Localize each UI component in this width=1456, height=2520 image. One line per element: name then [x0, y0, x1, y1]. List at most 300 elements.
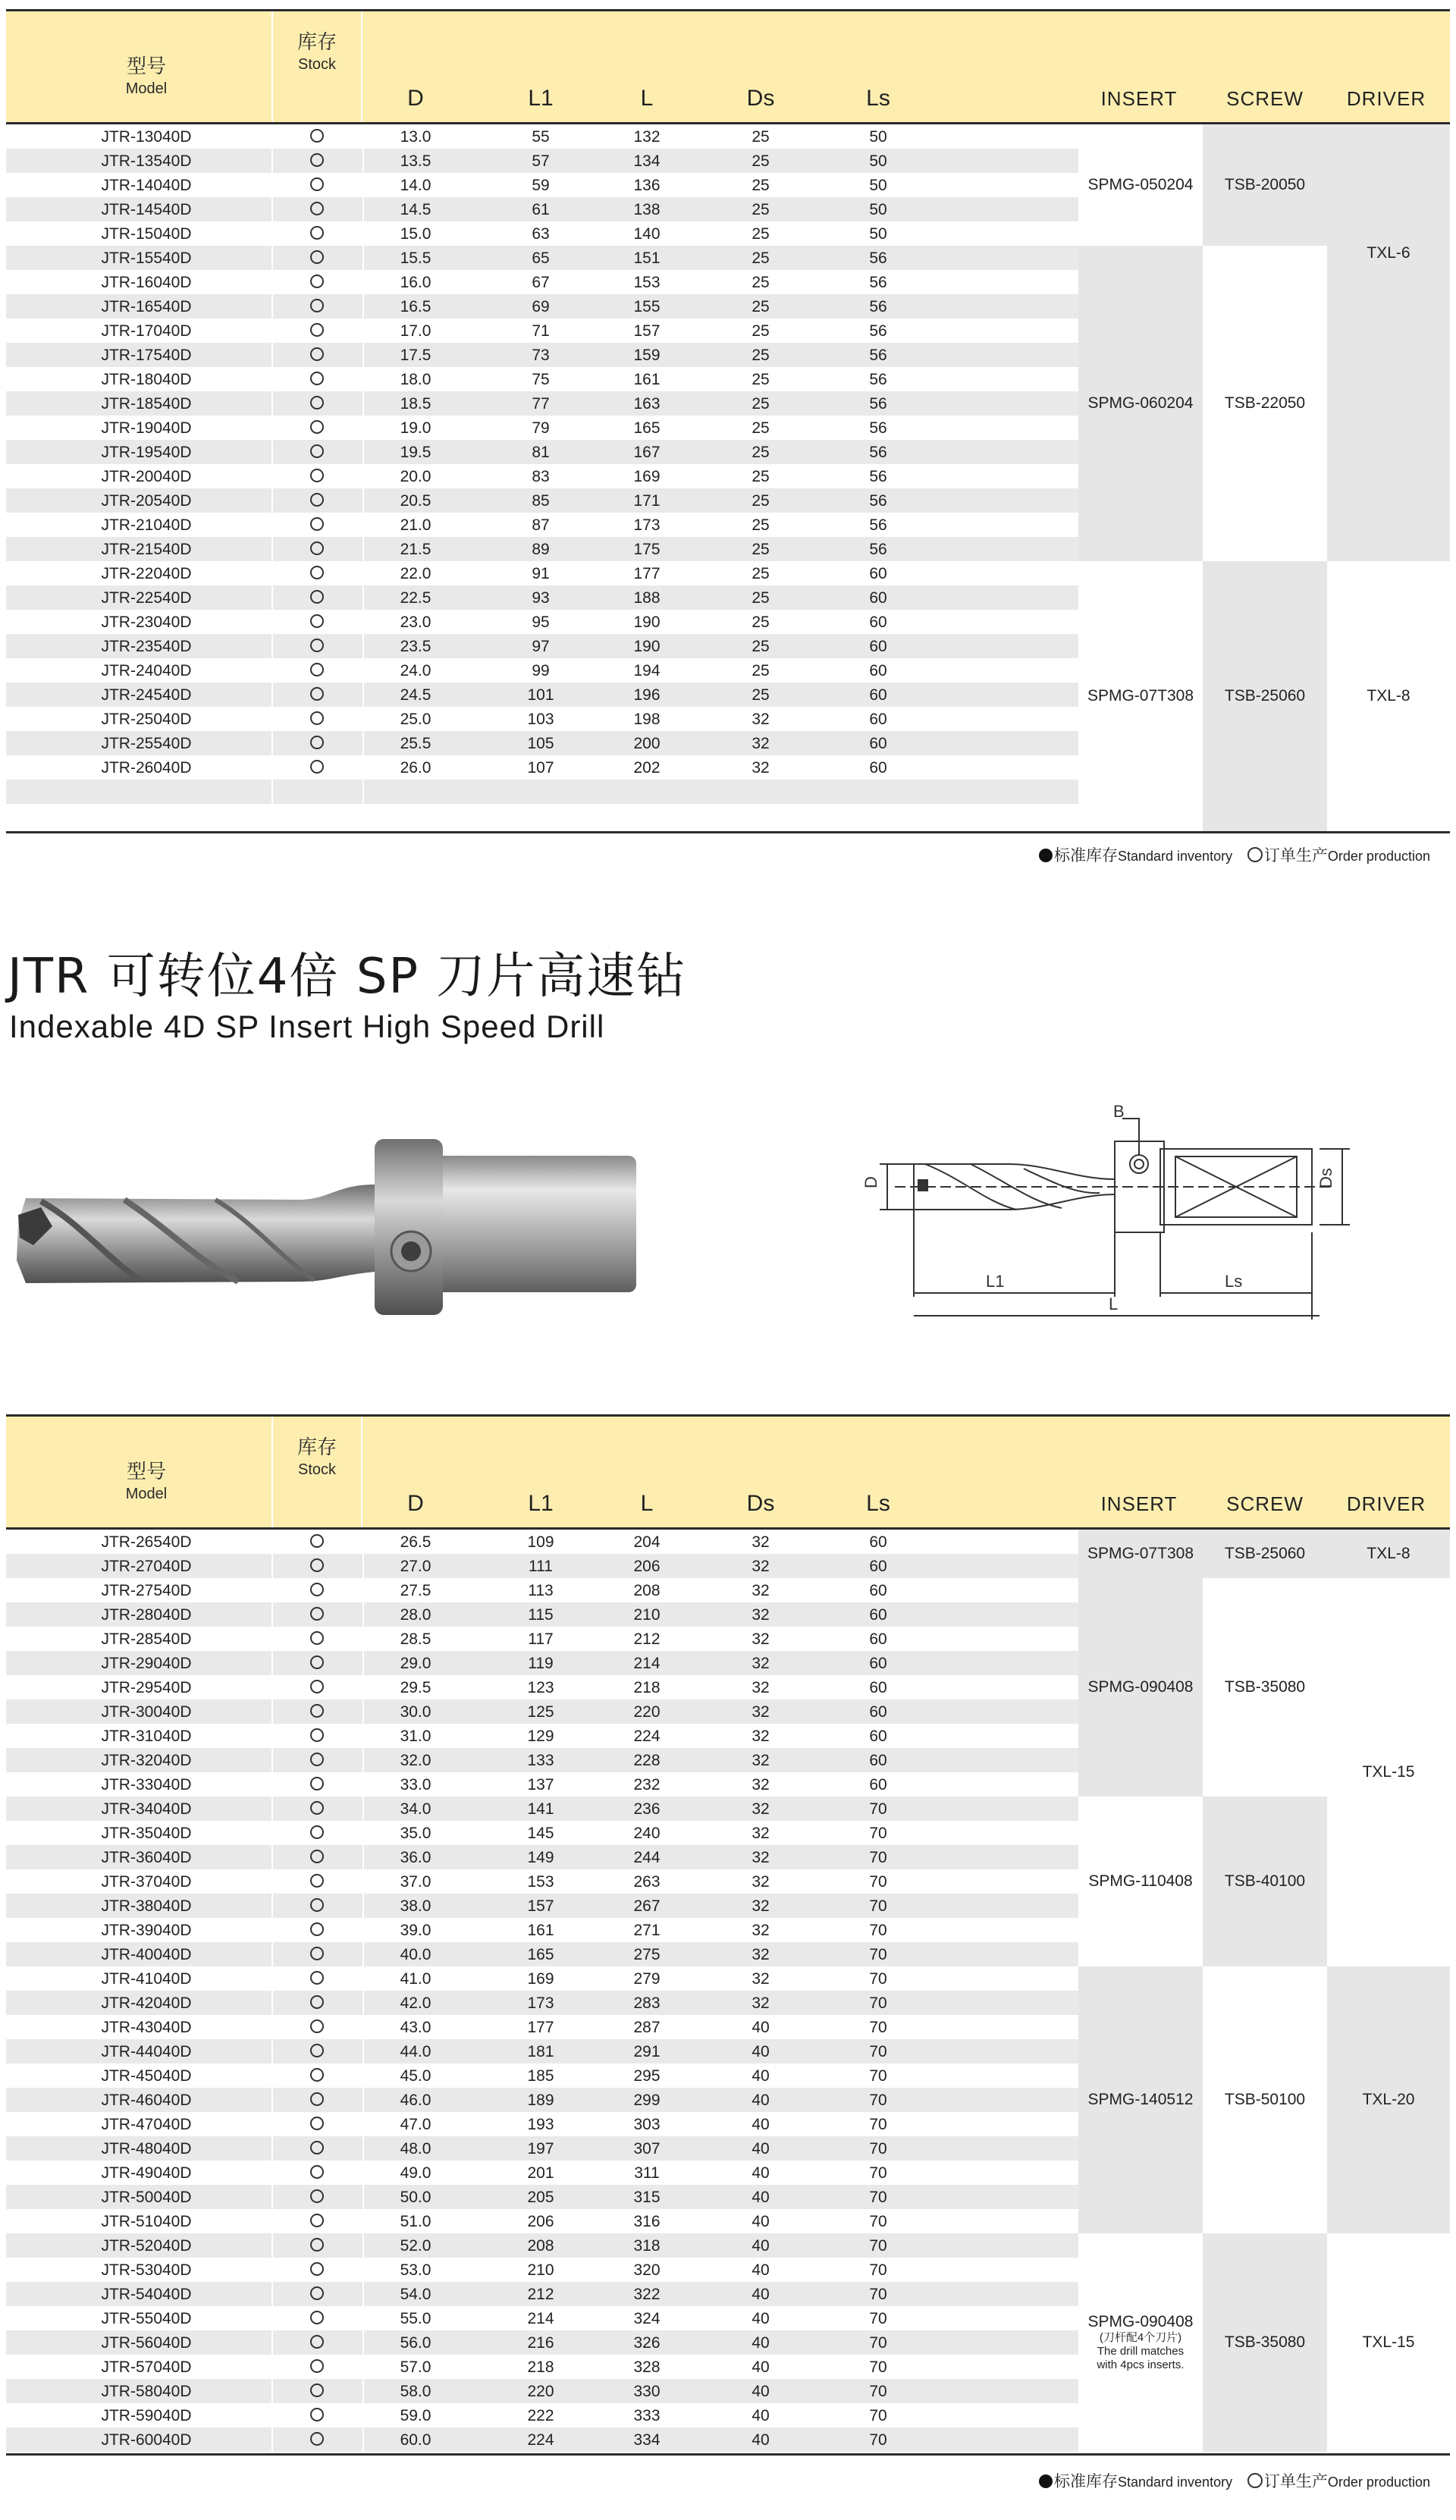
- cell-l: 220: [633, 1703, 661, 1721]
- table-row: [6, 1869, 1078, 1894]
- table-row: [6, 2112, 1078, 2136]
- cell-l1: 95: [532, 614, 550, 631]
- cell-ds: 32: [752, 1703, 770, 1721]
- cell-l: 299: [633, 2092, 661, 2109]
- stock-legend-1: [1039, 843, 1430, 866]
- cell-stock: [271, 1845, 362, 1869]
- stock-header-zh: 库存: [297, 31, 337, 54]
- cell-l1: 161: [527, 1922, 554, 1939]
- cell-l: 134: [633, 152, 661, 170]
- cell-model: JTR-50040D: [101, 2189, 192, 2206]
- order-production-circle-icon: [310, 1898, 324, 1912]
- cell-l: 224: [633, 1728, 661, 1745]
- table-row: [6, 1918, 1078, 1942]
- cell-stock: [271, 683, 362, 707]
- table-row: [6, 1627, 1078, 1651]
- cell-ds: 40: [752, 2140, 770, 2158]
- cell-d: 31.0: [400, 1728, 431, 1745]
- table-bottom-rule: [6, 2453, 1450, 2456]
- cell-l: 333: [633, 2407, 661, 2424]
- header-d: D: [407, 1491, 424, 1516]
- header-l1: L1: [528, 1491, 554, 1516]
- table-row: [6, 1724, 1078, 1748]
- cell-l: 153: [633, 274, 661, 291]
- cell-d: 56.0: [400, 2334, 431, 2352]
- table-row: [6, 2136, 1078, 2161]
- cell-ls: 70: [869, 1994, 887, 2012]
- cell-d: 28.0: [400, 1606, 431, 1624]
- cell-d: 16.5: [400, 298, 431, 315]
- cell-l1: 85: [532, 492, 550, 510]
- cell-l: 165: [633, 419, 661, 437]
- table-row: [6, 1772, 1078, 1797]
- order-production-circle-icon: [310, 420, 324, 434]
- cell-ls: 70: [869, 1800, 887, 1818]
- cell-stock: [271, 1991, 362, 2015]
- screw-group-b: TSB-35080: [1203, 1578, 1327, 1797]
- cell-ds: 32: [752, 1849, 770, 1866]
- cell-ls: 56: [869, 541, 887, 558]
- order-production-circle-icon: [310, 1825, 324, 1839]
- cell-l1: 111: [529, 1558, 553, 1575]
- table-row: [6, 1651, 1078, 1675]
- cell-d: 55.0: [400, 2310, 431, 2327]
- cell-l: 218: [633, 1679, 661, 1696]
- cell-l1: 63: [532, 225, 550, 243]
- table-row: [6, 319, 1078, 343]
- order-production-circle-icon: [310, 614, 324, 628]
- cell-model: JTR-15040D: [101, 225, 192, 243]
- filled-circle-icon: [1039, 849, 1053, 862]
- cell-d: 24.0: [400, 662, 431, 679]
- order-production-circle-icon: [310, 2165, 324, 2179]
- cell-ls: 60: [869, 1679, 887, 1696]
- cell-stock: [271, 1675, 362, 1699]
- driver-group-a: TXL-8: [1327, 1530, 1450, 1578]
- cell-ls: 60: [869, 565, 887, 582]
- order-production-circle-icon: [310, 1728, 324, 1742]
- cell-model: JTR-40040D: [101, 1946, 192, 1963]
- cell-l: 138: [633, 201, 661, 218]
- cell-model: JTR-43040D: [101, 2019, 192, 2036]
- cell-d: 18.0: [400, 371, 431, 388]
- order-production-circle-icon: [310, 590, 324, 604]
- table-header-left: [6, 11, 1078, 124]
- insert-group-3: SPMG-07T308: [1078, 561, 1203, 831]
- cell-d: 20.5: [400, 492, 431, 510]
- model-header: [97, 51, 196, 98]
- table-row: [6, 1894, 1078, 1918]
- cell-ds: 32: [752, 1655, 770, 1672]
- cell-model: JTR-33040D: [101, 1776, 192, 1793]
- cell-stock: [271, 2161, 362, 2185]
- order-production-circle-icon: [310, 1777, 324, 1790]
- cell-ls: 70: [869, 1970, 887, 1988]
- order-production-circle-icon: [310, 444, 324, 458]
- cell-l: 171: [633, 492, 661, 510]
- cell-stock: [271, 1602, 362, 1627]
- table-row: [6, 1578, 1078, 1602]
- cell-ds: 32: [752, 1825, 770, 1842]
- cell-l1: 107: [527, 759, 554, 777]
- cell-ds: 25: [752, 419, 770, 437]
- cell-model: JTR-52040D: [101, 2237, 192, 2255]
- table-row: [6, 246, 1078, 270]
- screw-group-a: TSB-25060: [1203, 1530, 1327, 1578]
- cell-model: JTR-42040D: [101, 1994, 192, 2012]
- diagram-label-ds: Ds: [1316, 1168, 1335, 1188]
- cell-ds: 40: [752, 2286, 770, 2303]
- cell-l1: 55: [532, 128, 550, 146]
- legend-order-en: Order production: [1327, 849, 1430, 864]
- cell-d: 24.5: [400, 686, 431, 704]
- cell-stock: [271, 197, 362, 221]
- cell-model: JTR-22040D: [101, 565, 192, 582]
- table-row: [6, 1845, 1078, 1869]
- cell-stock: [271, 1821, 362, 1845]
- cell-ds: 25: [752, 444, 770, 461]
- cell-l1: 220: [527, 2383, 554, 2400]
- cell-ds: 25: [752, 516, 770, 534]
- cell-d: 14.0: [400, 177, 431, 194]
- cell-model: JTR-28040D: [101, 1606, 192, 1624]
- model-header-en: Model: [125, 1486, 168, 1502]
- cell-l: 175: [633, 541, 661, 558]
- cell-stock: [271, 1772, 362, 1797]
- driver-group-2: TXL-8: [1327, 561, 1450, 831]
- cell-stock: [271, 2355, 362, 2379]
- cell-l1: 123: [527, 1679, 554, 1696]
- cell-ls: 70: [869, 2237, 887, 2255]
- cell-d: 29.5: [400, 1679, 431, 1696]
- order-production-circle-icon: [310, 2432, 324, 2446]
- column-divider: [362, 1530, 364, 2452]
- cell-ds: 32: [752, 1800, 770, 1818]
- cell-l1: 177: [527, 2019, 554, 2036]
- cell-ls: 70: [869, 2334, 887, 2352]
- cell-model: JTR-20540D: [101, 492, 192, 510]
- cell-stock: [271, 2403, 362, 2427]
- cell-l: 240: [633, 1825, 661, 1842]
- cell-d: 21.0: [400, 516, 431, 534]
- cell-l1: 109: [527, 1533, 554, 1551]
- cell-model: JTR-24040D: [101, 662, 192, 679]
- stock-legend-2: [1039, 2469, 1430, 2492]
- cell-ls: 60: [869, 1630, 887, 1648]
- order-production-circle-icon: [310, 153, 324, 167]
- cell-l1: 103: [527, 711, 554, 728]
- table-row: [6, 1942, 1078, 1966]
- cell-ls: 70: [869, 1825, 887, 1842]
- cell-model: JTR-21040D: [101, 516, 192, 534]
- cell-l1: 93: [532, 589, 550, 607]
- cell-d: 32.0: [400, 1752, 431, 1769]
- cell-model: JTR-24540D: [101, 686, 192, 704]
- insert-group-e: [1078, 2233, 1203, 2452]
- cell-ds: 40: [752, 2407, 770, 2424]
- cell-stock: [271, 658, 362, 683]
- cell-stock: [271, 488, 362, 513]
- cell-model: JTR-25040D: [101, 711, 192, 728]
- cell-ds: 32: [752, 1533, 770, 1551]
- cell-d: 53.0: [400, 2261, 431, 2279]
- cell-ls: 70: [869, 2043, 887, 2060]
- cell-ds: 25: [752, 201, 770, 218]
- order-production-circle-icon: [310, 372, 324, 385]
- cell-l1: 189: [527, 2092, 554, 2109]
- cell-stock: [271, 1627, 362, 1651]
- cell-l: 169: [633, 468, 661, 485]
- cell-model: JTR-49040D: [101, 2164, 192, 2182]
- cell-l: 151: [633, 249, 661, 267]
- insert-note-en-2: with 4pcs inserts.: [1097, 2358, 1185, 2371]
- cell-l1: 145: [527, 1825, 554, 1842]
- cell-d: 38.0: [400, 1897, 431, 1915]
- cell-ls: 70: [869, 2286, 887, 2303]
- stock-header: [270, 1432, 364, 1479]
- cell-model: JTR-37040D: [101, 1873, 192, 1891]
- cell-l: 228: [633, 1752, 661, 1769]
- cell-model: JTR-47040D: [101, 2116, 192, 2133]
- cell-d: 48.0: [400, 2140, 431, 2158]
- cell-ls: 56: [869, 492, 887, 510]
- cell-l: 159: [633, 347, 661, 364]
- cell-d: 27.5: [400, 1582, 431, 1599]
- screw-group-3: TSB-25060: [1203, 561, 1327, 831]
- cell-l1: 91: [532, 565, 550, 582]
- cell-stock: [271, 2136, 362, 2161]
- cell-ls: 70: [869, 1873, 887, 1891]
- order-production-circle-icon: [310, 566, 324, 579]
- table-row: [6, 391, 1078, 416]
- cell-d: 23.0: [400, 614, 431, 631]
- header-l: L: [640, 1491, 654, 1516]
- cell-d: 16.0: [400, 274, 431, 291]
- cell-model: JTR-36040D: [101, 1849, 192, 1866]
- cell-stock: [271, 1530, 362, 1554]
- order-production-circle-icon: [310, 517, 324, 531]
- order-production-circle-icon: [310, 275, 324, 288]
- cell-stock: [271, 1554, 362, 1578]
- cell-d: 43.0: [400, 2019, 431, 2036]
- cell-l: 295: [633, 2067, 661, 2085]
- cell-ds: 25: [752, 322, 770, 340]
- table-row: [6, 2427, 1078, 2452]
- cell-stock: [271, 707, 362, 731]
- table-row: [6, 197, 1078, 221]
- cell-stock: [271, 2209, 362, 2233]
- cell-l1: 61: [532, 201, 550, 218]
- order-production-circle-icon: [310, 2117, 324, 2130]
- stock-header-en: Stock: [297, 1461, 337, 1478]
- cell-d: 28.5: [400, 1630, 431, 1648]
- cell-ds: 32: [752, 1922, 770, 1939]
- cell-ds: 40: [752, 2334, 770, 2352]
- table-row: [6, 294, 1078, 319]
- driver-group-e: TXL-15: [1327, 2233, 1450, 2452]
- cell-l: 136: [633, 177, 661, 194]
- cell-l1: 125: [527, 1703, 554, 1721]
- cell-l1: 87: [532, 516, 550, 534]
- cell-model: JTR-26540D: [101, 1533, 192, 1551]
- cell-model: JTR-16040D: [101, 274, 192, 291]
- cell-d: 46.0: [400, 2092, 431, 2109]
- table-row: [6, 464, 1078, 488]
- cell-d: 15.5: [400, 249, 431, 267]
- cell-ds: 25: [752, 686, 770, 704]
- cell-d: 29.0: [400, 1655, 431, 1672]
- cell-stock: [271, 173, 362, 197]
- table-row: [6, 1797, 1078, 1821]
- cell-ls: 60: [869, 759, 887, 777]
- cell-l: 287: [633, 2019, 661, 2036]
- table-row: [6, 634, 1078, 658]
- cell-ds: 40: [752, 2164, 770, 2182]
- cell-d: 14.5: [400, 201, 431, 218]
- table-row: [6, 367, 1078, 391]
- cell-model: JTR-29040D: [101, 1655, 192, 1672]
- cell-l: 177: [633, 565, 661, 582]
- open-circle-icon: [1247, 2473, 1263, 2488]
- diagram-label-ls: Ls: [1225, 1272, 1243, 1291]
- cell-stock: [271, 2015, 362, 2039]
- cell-l1: 208: [527, 2237, 554, 2255]
- cell-stock: [271, 2039, 362, 2063]
- cell-d: 60.0: [400, 2431, 431, 2449]
- cell-ls: 70: [869, 2407, 887, 2424]
- cell-stock: [271, 464, 362, 488]
- cell-d: 59.0: [400, 2407, 431, 2424]
- cell-ls: 56: [869, 274, 887, 291]
- cell-ls: 70: [869, 2189, 887, 2206]
- order-production-circle-icon: [310, 323, 324, 337]
- header-d: D: [407, 86, 424, 111]
- cell-l: 316: [633, 2213, 661, 2230]
- cell-d: 51.0: [400, 2213, 431, 2230]
- cell-ls: 56: [869, 249, 887, 267]
- table-row: [6, 1699, 1078, 1724]
- insert-group-1: SPMG-050204: [1078, 124, 1203, 246]
- order-production-circle-icon: [310, 2408, 324, 2421]
- table-row: [6, 2063, 1078, 2088]
- order-production-circle-icon: [310, 1680, 324, 1693]
- cell-d: 21.5: [400, 541, 431, 558]
- legend-order-zh: 订单生产: [1263, 2473, 1328, 2490]
- cell-ls: 60: [869, 686, 887, 704]
- cell-model: JTR-35040D: [101, 1825, 192, 1842]
- cell-l1: 185: [527, 2067, 554, 2085]
- order-production-circle-icon: [310, 226, 324, 240]
- header-insert: INSERT: [1100, 87, 1178, 110]
- cell-stock: [271, 2379, 362, 2403]
- table-header-right: [1078, 1417, 1450, 1530]
- cell-l: 206: [633, 1558, 661, 1575]
- cell-ds: 32: [752, 1946, 770, 1963]
- cell-stock: [271, 1748, 362, 1772]
- header-l1: L1: [528, 86, 554, 111]
- cell-ds: 40: [752, 2116, 770, 2133]
- cell-model: JTR-46040D: [101, 2092, 192, 2109]
- cell-l1: 165: [527, 1946, 554, 1963]
- cell-ls: 70: [869, 2164, 887, 2182]
- cell-stock: [271, 1578, 362, 1602]
- cell-l: 210: [633, 1606, 661, 1624]
- legend-standard-en: Standard inventory: [1117, 849, 1233, 864]
- cell-l: 320: [633, 2261, 661, 2279]
- order-production-circle-icon: [310, 1850, 324, 1863]
- insert-group-e-label: SPMG-090408: [1087, 2313, 1194, 2330]
- table-row: [6, 124, 1078, 149]
- cell-ds: 40: [752, 2237, 770, 2255]
- cell-d: 44.0: [400, 2043, 431, 2060]
- table-row: [6, 2209, 1078, 2233]
- order-production-circle-icon: [310, 396, 324, 410]
- cell-l: 196: [633, 686, 661, 704]
- cell-ls: 56: [869, 371, 887, 388]
- cell-d: 37.0: [400, 1873, 431, 1891]
- stock-header: [270, 27, 364, 74]
- cell-ls: 60: [869, 1582, 887, 1599]
- cell-ds: 25: [752, 614, 770, 631]
- screw-group-e: TSB-35080: [1203, 2233, 1327, 2452]
- cell-l1: 214: [527, 2310, 554, 2327]
- cell-l: 324: [633, 2310, 661, 2327]
- cell-ls: 60: [869, 638, 887, 655]
- order-production-circle-icon: [310, 1607, 324, 1621]
- order-production-circle-icon: [310, 2383, 324, 2397]
- cell-l1: 73: [532, 347, 550, 364]
- cell-stock: [271, 246, 362, 270]
- model-header-zh: 型号: [126, 1461, 166, 1483]
- order-production-circle-icon: [310, 2238, 324, 2252]
- cell-ls: 70: [869, 1849, 887, 1866]
- order-production-circle-icon: [310, 1753, 324, 1766]
- table-row: [6, 1966, 1078, 1991]
- header-insert: INSERT: [1100, 1492, 1178, 1515]
- cell-d: 39.0: [400, 1922, 431, 1939]
- insert-group-c: SPMG-110408: [1078, 1797, 1203, 1966]
- cell-ls: 50: [869, 201, 887, 218]
- cell-model: JTR-23540D: [101, 638, 192, 655]
- table-row: [6, 149, 1078, 173]
- cell-l1: 222: [527, 2407, 554, 2424]
- cell-l: 303: [633, 2116, 661, 2133]
- cell-stock: [271, 537, 362, 561]
- cell-l1: 119: [528, 1655, 554, 1672]
- table-row: [6, 2306, 1078, 2330]
- table-row: [6, 2039, 1078, 2063]
- table-row: [6, 2403, 1078, 2427]
- cell-model: JTR-26040D: [101, 759, 192, 777]
- cell-l: 132: [633, 128, 661, 146]
- order-production-circle-icon: [310, 202, 324, 215]
- order-production-circle-icon: [310, 493, 324, 507]
- cell-d: 40.0: [400, 1946, 431, 1963]
- order-production-circle-icon: [310, 639, 324, 652]
- cell-ls: 56: [869, 298, 887, 315]
- cell-model: JTR-19040D: [101, 419, 192, 437]
- cell-l: 326: [633, 2334, 661, 2352]
- cell-ls: 60: [869, 735, 887, 752]
- table-1-right-groups: [1078, 124, 1450, 831]
- cell-stock: [271, 2063, 362, 2088]
- cell-ls: 60: [869, 589, 887, 607]
- legend-standard-zh: 标准库存: [1053, 2473, 1118, 2490]
- cell-ds: 40: [752, 2383, 770, 2400]
- order-production-circle-icon: [310, 299, 324, 312]
- spec-table-1: [6, 9, 1450, 834]
- cell-ls: 50: [869, 152, 887, 170]
